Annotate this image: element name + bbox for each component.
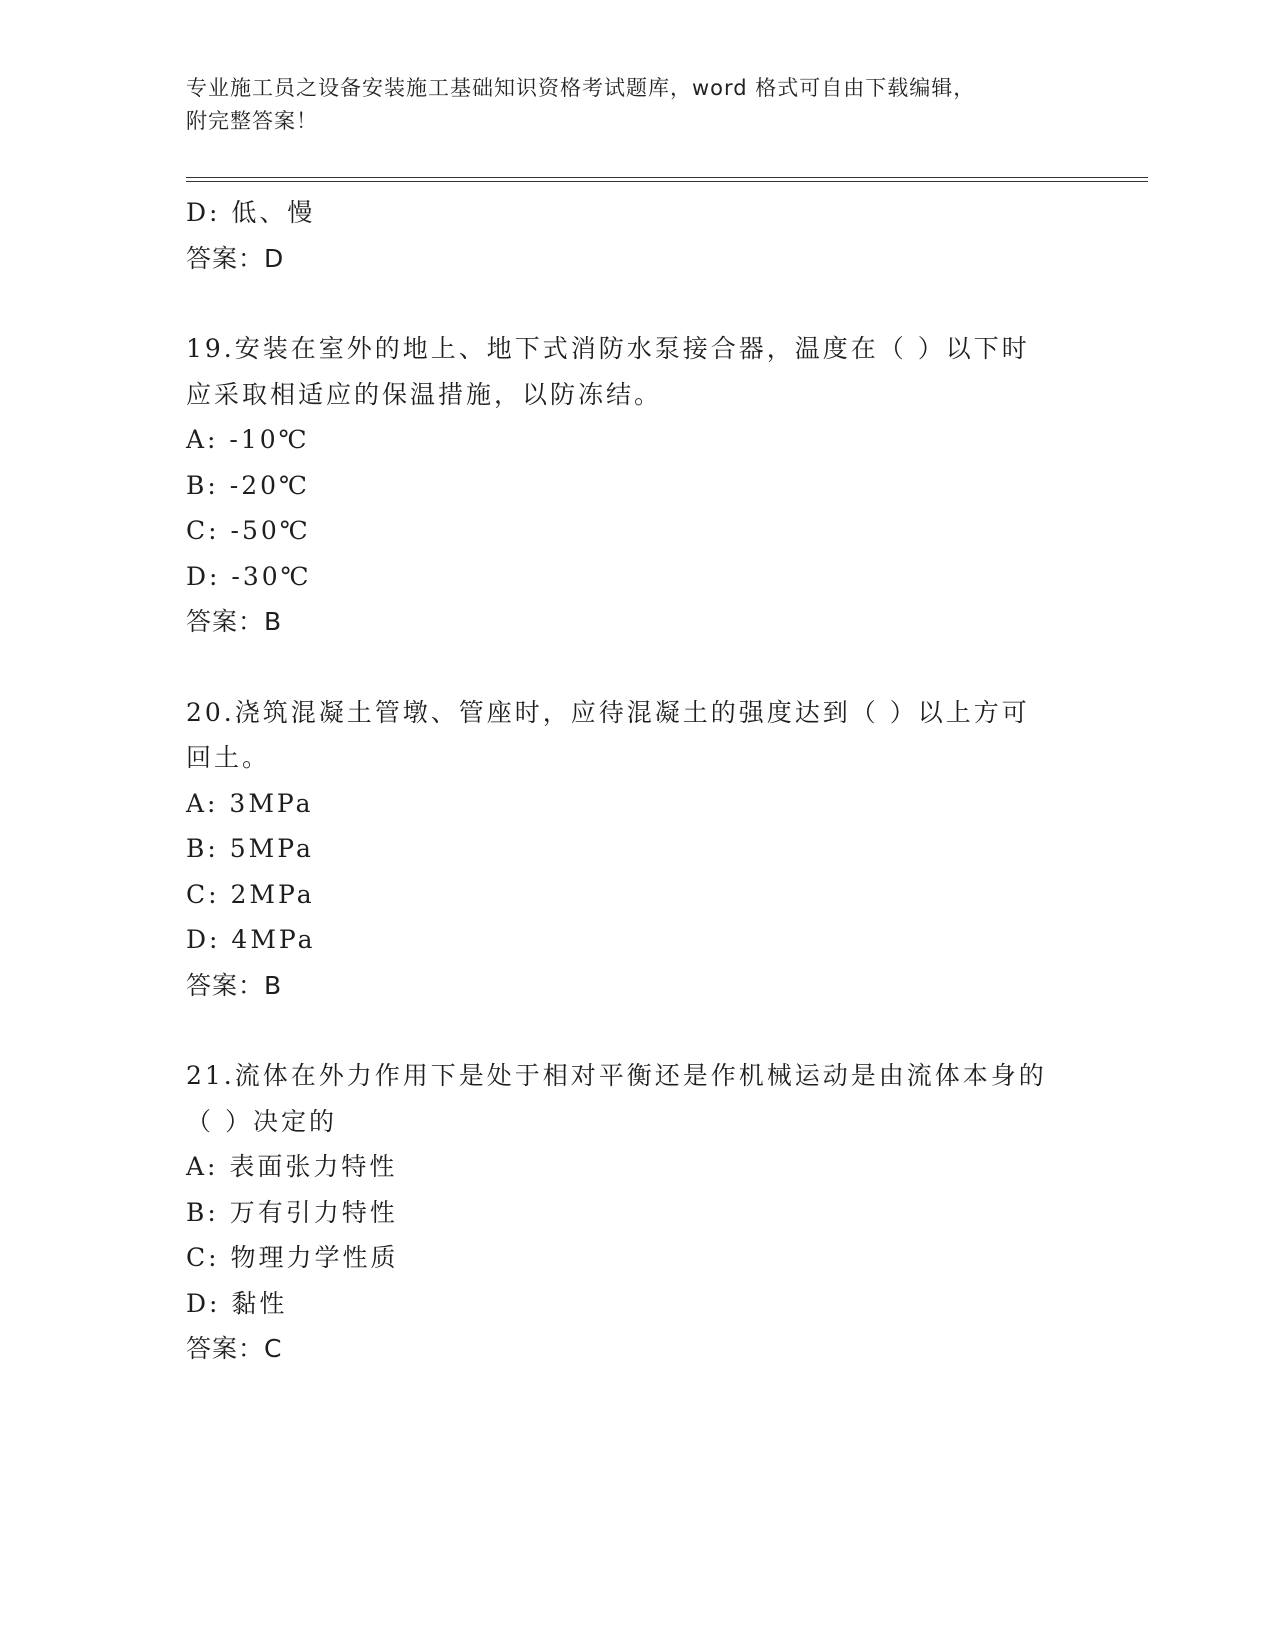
option-d: D: 低、慢 [186,198,316,227]
question-stem: 20.浇筑混凝土管墩、管座时，应待混凝土的强度达到（ ）以上方可 [186,697,1030,727]
question-block-19 [186,326,1086,645]
answer-line: 答案：B [186,970,283,1000]
option-b: B: 5MPa [186,834,314,863]
question-stem-continued: 回土。 [186,743,271,772]
answer-line: 答案：D [186,243,285,273]
spacer [186,1008,1086,1053]
question-stem-continued: （ ）决定的 [186,1106,337,1136]
header-line-2: 附完整答案！ [186,109,318,133]
option-b: B: 万有引力特性 [186,1197,398,1227]
question-stem: 21.流体在外力作用下是处于相对平衡还是作机械运动是由流体本身的 [186,1061,1047,1090]
option-b: B: -20℃ [186,470,310,500]
option-d: D: 4MPa [186,925,316,954]
question-stem: 19.安装在室外的地上、地下式消防水泵接合器，温度在（ ）以下时 [186,334,1030,363]
question-list [186,190,1086,1372]
option-a: A: 3MPa [186,788,314,818]
answer-line: 答案：B [186,607,283,636]
spacer [186,281,1086,326]
page-header [186,72,1066,138]
option-a: A: 表面张力特性 [186,1152,398,1181]
header-divider-top [186,177,1148,178]
header-line-1: 专业施工员之设备安装施工基础知识资格考试题库，word 格式可自由下载编辑， [186,76,976,100]
option-c: C: -50℃ [186,516,311,545]
option-c: C: 物理力学性质 [186,1243,399,1272]
question-block-20 [186,690,1086,1009]
question-stem-continued: 应采取相适应的保温措施，以防冻结。 [186,379,663,409]
answer-line: 答案：C [186,1334,283,1363]
option-d: D: -30℃ [186,561,312,591]
option-d: D: 黏性 [186,1288,288,1318]
option-c: C: 2MPa [186,879,315,909]
option-a: A: -10℃ [186,425,310,454]
question-block-21 [186,1053,1086,1372]
spacer [186,645,1086,690]
header-divider-bottom [186,181,1148,182]
